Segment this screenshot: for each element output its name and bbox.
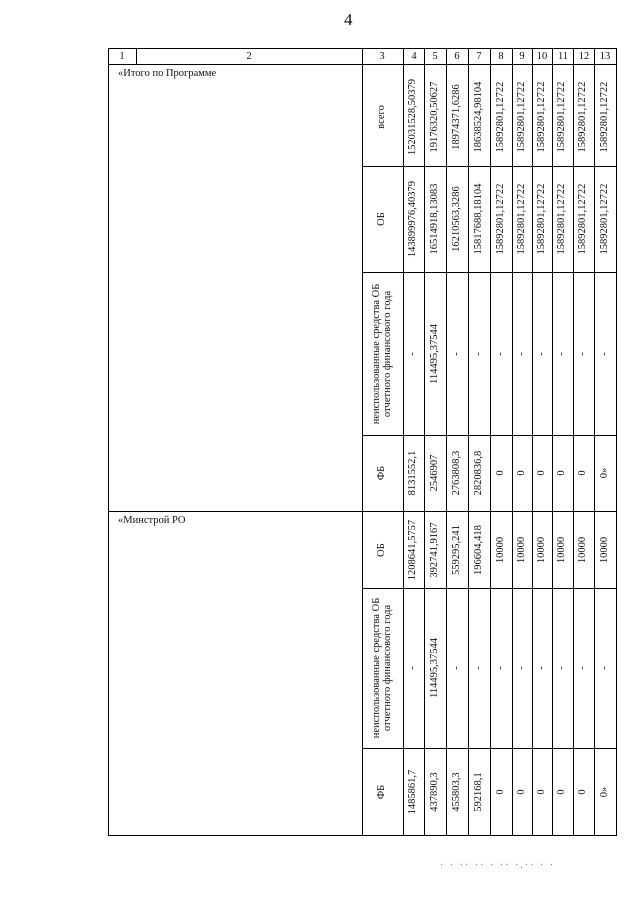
header-cell: 10: [536, 51, 548, 62]
table-cell: -: [494, 352, 506, 356]
table-cell: 0: [515, 789, 527, 795]
table-cell: 559295,241: [450, 525, 462, 575]
table-cell: 15817688,18104: [472, 183, 484, 255]
table-cell: -: [494, 666, 506, 670]
table-cell: 15892801,12722: [576, 81, 588, 153]
table-cell: 10000: [598, 536, 610, 564]
table-cell: -: [535, 666, 547, 670]
table-cell: -: [535, 352, 547, 356]
table-cell: 10000: [515, 536, 527, 564]
table-cell: 8131552,1: [406, 450, 418, 496]
table-cell: 15892801,12722: [576, 183, 588, 255]
min-unused-fb-divider: [362, 748, 616, 749]
header-cell: 2: [246, 51, 252, 62]
table-border-left: [108, 48, 109, 836]
table-cell: -: [598, 352, 610, 356]
min-ob-unused-divider: [362, 588, 616, 589]
table-cell: 15892801,12722: [598, 183, 610, 255]
table-cell: 18974371,6286: [450, 84, 462, 150]
table-cell: 592168,1: [472, 772, 484, 812]
table-cell: -: [598, 666, 610, 670]
table-cell: -: [450, 666, 462, 670]
table-cell: 455803,3: [450, 772, 462, 812]
total-all-ob-divider: [362, 166, 616, 167]
footer-scan-marks: · · ·· ·· · ·· ·.·· · ·: [440, 860, 556, 871]
table-cell: -: [406, 666, 418, 670]
col-6-7-divider: [468, 48, 469, 836]
table-cell: -: [515, 352, 527, 356]
col-2-3-divider: [362, 48, 363, 836]
table-cell: 143899976,40379: [406, 180, 418, 258]
table-cell: 2820836,8: [472, 450, 484, 496]
header-cell: 7: [476, 51, 482, 62]
header-cell: 3: [379, 51, 385, 62]
table-cell: 10000: [535, 536, 547, 564]
table-cell: -: [576, 352, 588, 356]
header-cell: 6: [454, 51, 460, 62]
table-cell: -: [555, 666, 567, 670]
table-cell: 1208641,5757: [406, 519, 418, 581]
table-cell: 16210563,3286: [450, 186, 462, 252]
row-label-min-fb: ФБ: [375, 784, 387, 800]
col-3-4-divider: [403, 48, 404, 836]
col-11-12-divider: [573, 48, 574, 836]
table-cell: 10000: [494, 536, 506, 564]
table-cell: 2763808,3: [450, 450, 462, 496]
table-cell: 0»: [598, 786, 610, 798]
table-cell: 15892801,12722: [515, 81, 527, 153]
table-cell: 196604,418: [472, 525, 484, 575]
table-cell: 114495,37544: [428, 638, 440, 698]
table-cell: 0: [555, 470, 567, 476]
table-cell: 152031528,50379: [406, 78, 418, 156]
header-cell: 8: [498, 51, 504, 62]
table-cell: 10000: [576, 536, 588, 564]
table-border-right: [616, 48, 617, 836]
total-unused-fb-divider: [362, 435, 616, 436]
col-4-5-divider: [424, 48, 425, 836]
header-cell: 12: [578, 51, 590, 62]
section-label-ministry: «Минстрой РО: [118, 515, 186, 526]
table-cell: 0: [515, 470, 527, 476]
table-cell: 19176320,50627: [428, 81, 440, 153]
page-number: 4: [344, 10, 353, 29]
col-8-9-divider: [512, 48, 513, 836]
table-cell: 0: [535, 470, 547, 476]
table-cell: 15892801,12722: [555, 81, 567, 153]
row-label-min-ob: ОБ: [375, 543, 387, 557]
col-1-2-divider: [136, 48, 137, 65]
table-cell: 1485861,7: [406, 769, 418, 815]
table-cell: 15892801,12722: [515, 183, 527, 255]
table-cell: -: [472, 666, 484, 670]
col-9-10-divider: [532, 48, 533, 836]
header-cell: 13: [599, 51, 611, 62]
table-cell: 15892801,12722: [535, 183, 547, 255]
table-cell: -: [576, 666, 588, 670]
row-label-total-ob: ОБ: [375, 212, 387, 226]
total-ob-unused-divider: [362, 272, 616, 273]
table-cell: -: [515, 666, 527, 670]
table-cell: 0: [494, 789, 506, 795]
table-cell: 0: [555, 789, 567, 795]
header-cell: 1: [119, 51, 125, 62]
col-7-8-divider: [490, 48, 491, 836]
col-12-13-divider: [594, 48, 595, 836]
header-cell: 4: [411, 51, 417, 62]
table-cell: 18638524,98104: [472, 81, 484, 153]
table-cell: 0: [535, 789, 547, 795]
row-label-min-unused: неиспользованные средства ОБ отчетного финансового года: [370, 597, 393, 739]
table-cell: 0: [576, 470, 588, 476]
table-cell: -: [406, 352, 418, 356]
table-cell: 15892801,12722: [598, 81, 610, 153]
header-cell: 5: [432, 51, 438, 62]
section-label-total: «Итого по Программе: [118, 68, 217, 79]
table-cell: 15892801,12722: [535, 81, 547, 153]
table-cell: 437890,3: [428, 772, 440, 812]
table-cell: 15892801,12722: [494, 183, 506, 255]
header-cell: 9: [519, 51, 525, 62]
table-cell: -: [472, 352, 484, 356]
table-cell: -: [450, 352, 462, 356]
table-cell: 392741,9167: [428, 522, 440, 578]
row-label-total-all: всего: [375, 105, 387, 129]
table-cell: 0»: [598, 467, 610, 479]
col-5-6-divider: [446, 48, 447, 836]
row-label-total-unused: неиспользованные средства ОБ отчетного финансового года: [370, 283, 393, 425]
col-10-11-divider: [552, 48, 553, 836]
row-label-total-fb: ФБ: [375, 465, 387, 481]
table-cell: -: [555, 352, 567, 356]
table-cell: 0: [576, 789, 588, 795]
table-cell: 15892801,12722: [555, 183, 567, 255]
table-cell: 0: [494, 470, 506, 476]
table-cell: 16514918,13083: [428, 183, 440, 255]
table-cell: 2546907: [428, 454, 440, 492]
table-cell: 15892801,12722: [494, 81, 506, 153]
table-cell: 114495,37544: [428, 324, 440, 384]
table-cell: 10000: [555, 536, 567, 564]
header-cell: 11: [557, 51, 569, 62]
